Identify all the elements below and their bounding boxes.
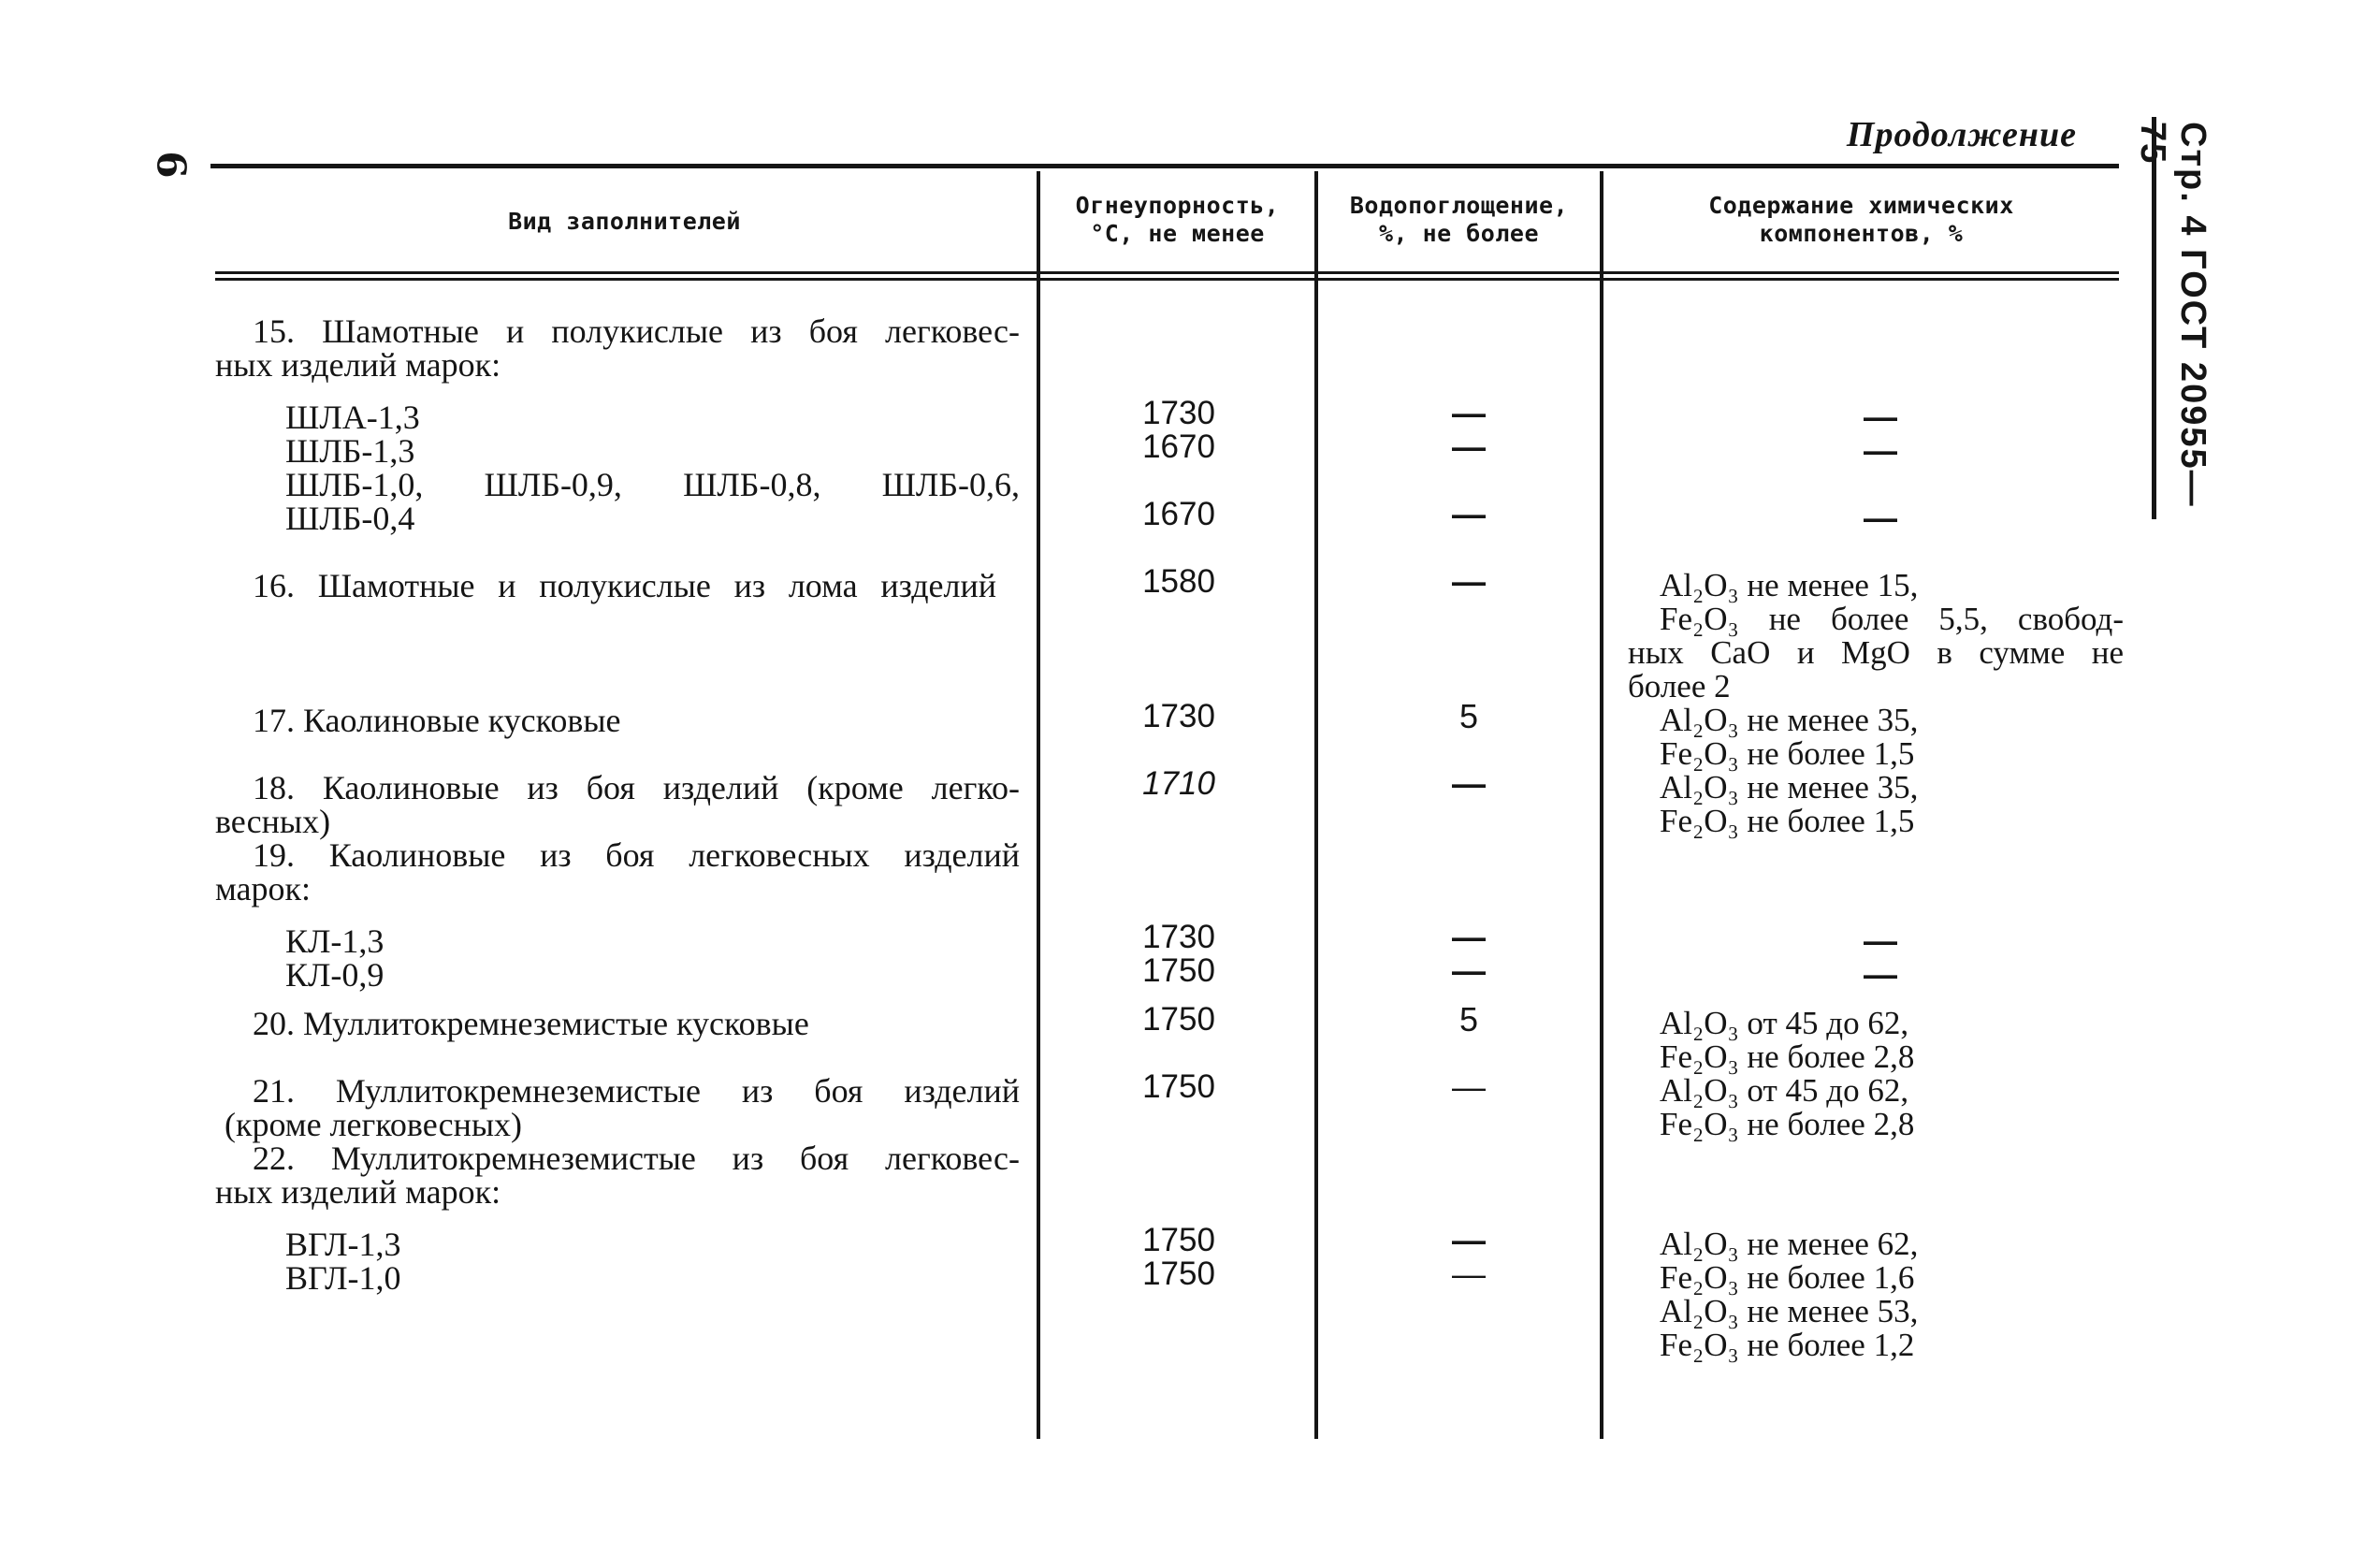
header-bottom-rule	[215, 271, 2119, 274]
row19-mark2: КЛ-0,9	[285, 956, 384, 994]
row18-refractoriness: 1710	[1142, 765, 1215, 802]
column-divider-3	[1600, 171, 1603, 1439]
row22-chem-line1: Al₂O₃ не менее 62,	[1660, 1226, 1919, 1262]
header-refractoriness	[1040, 192, 1314, 248]
row20-refractoriness: 1750	[1142, 1001, 1215, 1038]
row22-mark2-refractoriness: 1750	[1142, 1256, 1215, 1292]
row19-mark1-chem: —	[1864, 922, 1897, 960]
column-divider-1	[1037, 171, 1040, 1439]
row22-mark1-water: —	[1452, 1221, 1486, 1259]
header-chemical-content-line1: Содержание химических	[1708, 192, 2014, 219]
row16-chem-line1: Al₂O₃ не менее 15,	[1660, 567, 1919, 603]
row20-water: 5	[1458, 1000, 1479, 1038]
row18-text-line2: весных)	[215, 803, 331, 840]
row19-text-line1: 19. Каолиновые из боя легковесных изделий	[253, 836, 1020, 874]
row15-mark3-refractoriness: 1670	[1142, 496, 1215, 532]
row19-mark1: КЛ-1,3	[285, 922, 384, 960]
row19-mark2-chem: —	[1864, 955, 1897, 994]
row15-text-line2: ных изделий марок:	[215, 346, 501, 384]
row15-mark1-chem: —	[1864, 398, 1897, 436]
row21-chem-line2: Fe₂O₃ не более 2,8	[1660, 1106, 1915, 1142]
row16-chem-line4: более 2	[1628, 668, 1731, 704]
row21-text-line1: 21. Муллитокремнеземистые из боя изделий	[253, 1072, 1020, 1110]
row15-mark2-water: —	[1452, 428, 1486, 466]
row18-chem-line2: Fe₂O₃ не более 1,5	[1660, 803, 1915, 839]
row22-mark2-water: —	[1452, 1255, 1486, 1293]
row17-chem-line2: Fe₂O₃ не более 1,5	[1660, 735, 1915, 772]
row15-mark3-line2: ШЛБ-0,4	[285, 500, 415, 537]
row21-refractoriness: 1750	[1142, 1068, 1215, 1105]
header-chemical-content-line2: компонентов, %	[1759, 220, 1964, 247]
row19-mark2-refractoriness: 1750	[1142, 952, 1215, 989]
page-number: 6	[148, 151, 195, 179]
header-refractoriness-line1: Огнеупорность,	[1075, 192, 1280, 219]
row21-chem-line1: Al₂O₃ от 45 до 62,	[1660, 1072, 1909, 1109]
row21-text-line2: (кроме легковесных)	[225, 1106, 523, 1143]
row15-mark2-refractoriness: 1670	[1142, 428, 1215, 465]
row22-mark1-refractoriness: 1750	[1142, 1222, 1215, 1258]
header-filler-type: Вид заполнителей	[508, 208, 741, 235]
row21-water: —	[1452, 1067, 1486, 1106]
row15-mark1-water: —	[1452, 394, 1486, 432]
row22-chem-line3: Al₂O₃ не менее 53,	[1660, 1293, 1919, 1329]
header-water-absorption-line1: Водопоглощение,	[1349, 192, 1569, 219]
row19-mark2-water: —	[1452, 951, 1486, 990]
row22-chem-line2: Fe₂O₃ не более 1,6	[1660, 1259, 1915, 1296]
row15-text-line1: 15. Шамотные и полукислые из боя легковес-	[253, 312, 1020, 350]
column-divider-2	[1314, 171, 1318, 1439]
row15-mark2: ШЛБ-1,3	[285, 432, 415, 470]
row15-mark3-chem: —	[1864, 499, 1897, 537]
row15-mark3-line1: ШЛБ-1,0, ШЛБ-0,9, ШЛБ-0,8, ШЛБ-0,6,	[285, 466, 1020, 503]
continuation-title: Продолжение	[1846, 115, 2077, 154]
row19-mark1-refractoriness: 1730	[1142, 919, 1215, 955]
row19-text-line2: марок:	[215, 870, 312, 907]
row16-text-line1: 16. Шамотные и полукислые из лома изделий	[253, 567, 996, 604]
row18-text-line1: 18. Каолиновые из боя изделий (кроме легко-	[253, 769, 1020, 806]
row19-mark1-water: —	[1452, 918, 1486, 956]
header-water-absorption-line2: %, не более	[1378, 220, 1540, 247]
row22-text-line1: 22. Муллитокремнеземистые из боя легковес-	[253, 1140, 1020, 1177]
row17-refractoriness: 1730	[1142, 698, 1215, 734]
row18-chem-line1: Al₂O₃ не менее 35,	[1660, 769, 1919, 806]
row16-chem-line2: Fe₂O₃ не более 5,5, свобод-	[1660, 601, 2124, 637]
side-standard-label: Стр. 4 ГОСТ 20955—75	[2133, 122, 2213, 508]
row20-text-line1: 20. Муллитокремнеземистые кусковые	[253, 1005, 809, 1042]
row16-chem-line3: ных CaO и MgO в сумме не	[1628, 634, 2124, 671]
row15-mark3-water: —	[1452, 495, 1486, 533]
row15-mark1-refractoriness: 1730	[1142, 395, 1215, 431]
row17-water: 5	[1458, 697, 1479, 735]
row20-chem-line2: Fe₂O₃ не более 2,8	[1660, 1038, 1915, 1075]
header-refractoriness-line2: °С, не менее	[1090, 220, 1265, 247]
row22-mark2: ВГЛ-1,0	[285, 1259, 401, 1297]
header-chemical-content	[1603, 192, 2119, 248]
row20-chem-line1: Al₂O₃ от 45 до 62,	[1660, 1005, 1909, 1041]
header-bottom-rule-2	[215, 278, 2119, 281]
row17-text-line1: 17. Каолиновые кусковые	[253, 702, 621, 739]
row15-mark2-chem: —	[1864, 431, 1897, 470]
row15-mark1: ШЛА-1,3	[285, 399, 420, 436]
row16-water: —	[1452, 562, 1486, 601]
row22-mark1: ВГЛ-1,3	[285, 1226, 401, 1263]
row17-chem-line1: Al₂O₃ не менее 35,	[1660, 702, 1919, 738]
header-water-absorption	[1318, 192, 1600, 248]
row22-chem-line4: Fe₂O₃ не более 1,2	[1660, 1327, 1915, 1363]
table-top-rule	[210, 164, 2119, 168]
row18-water: —	[1452, 764, 1486, 803]
row22-text-line2: ных изделий марок:	[215, 1173, 501, 1211]
row16-refractoriness: 1580	[1142, 563, 1215, 600]
